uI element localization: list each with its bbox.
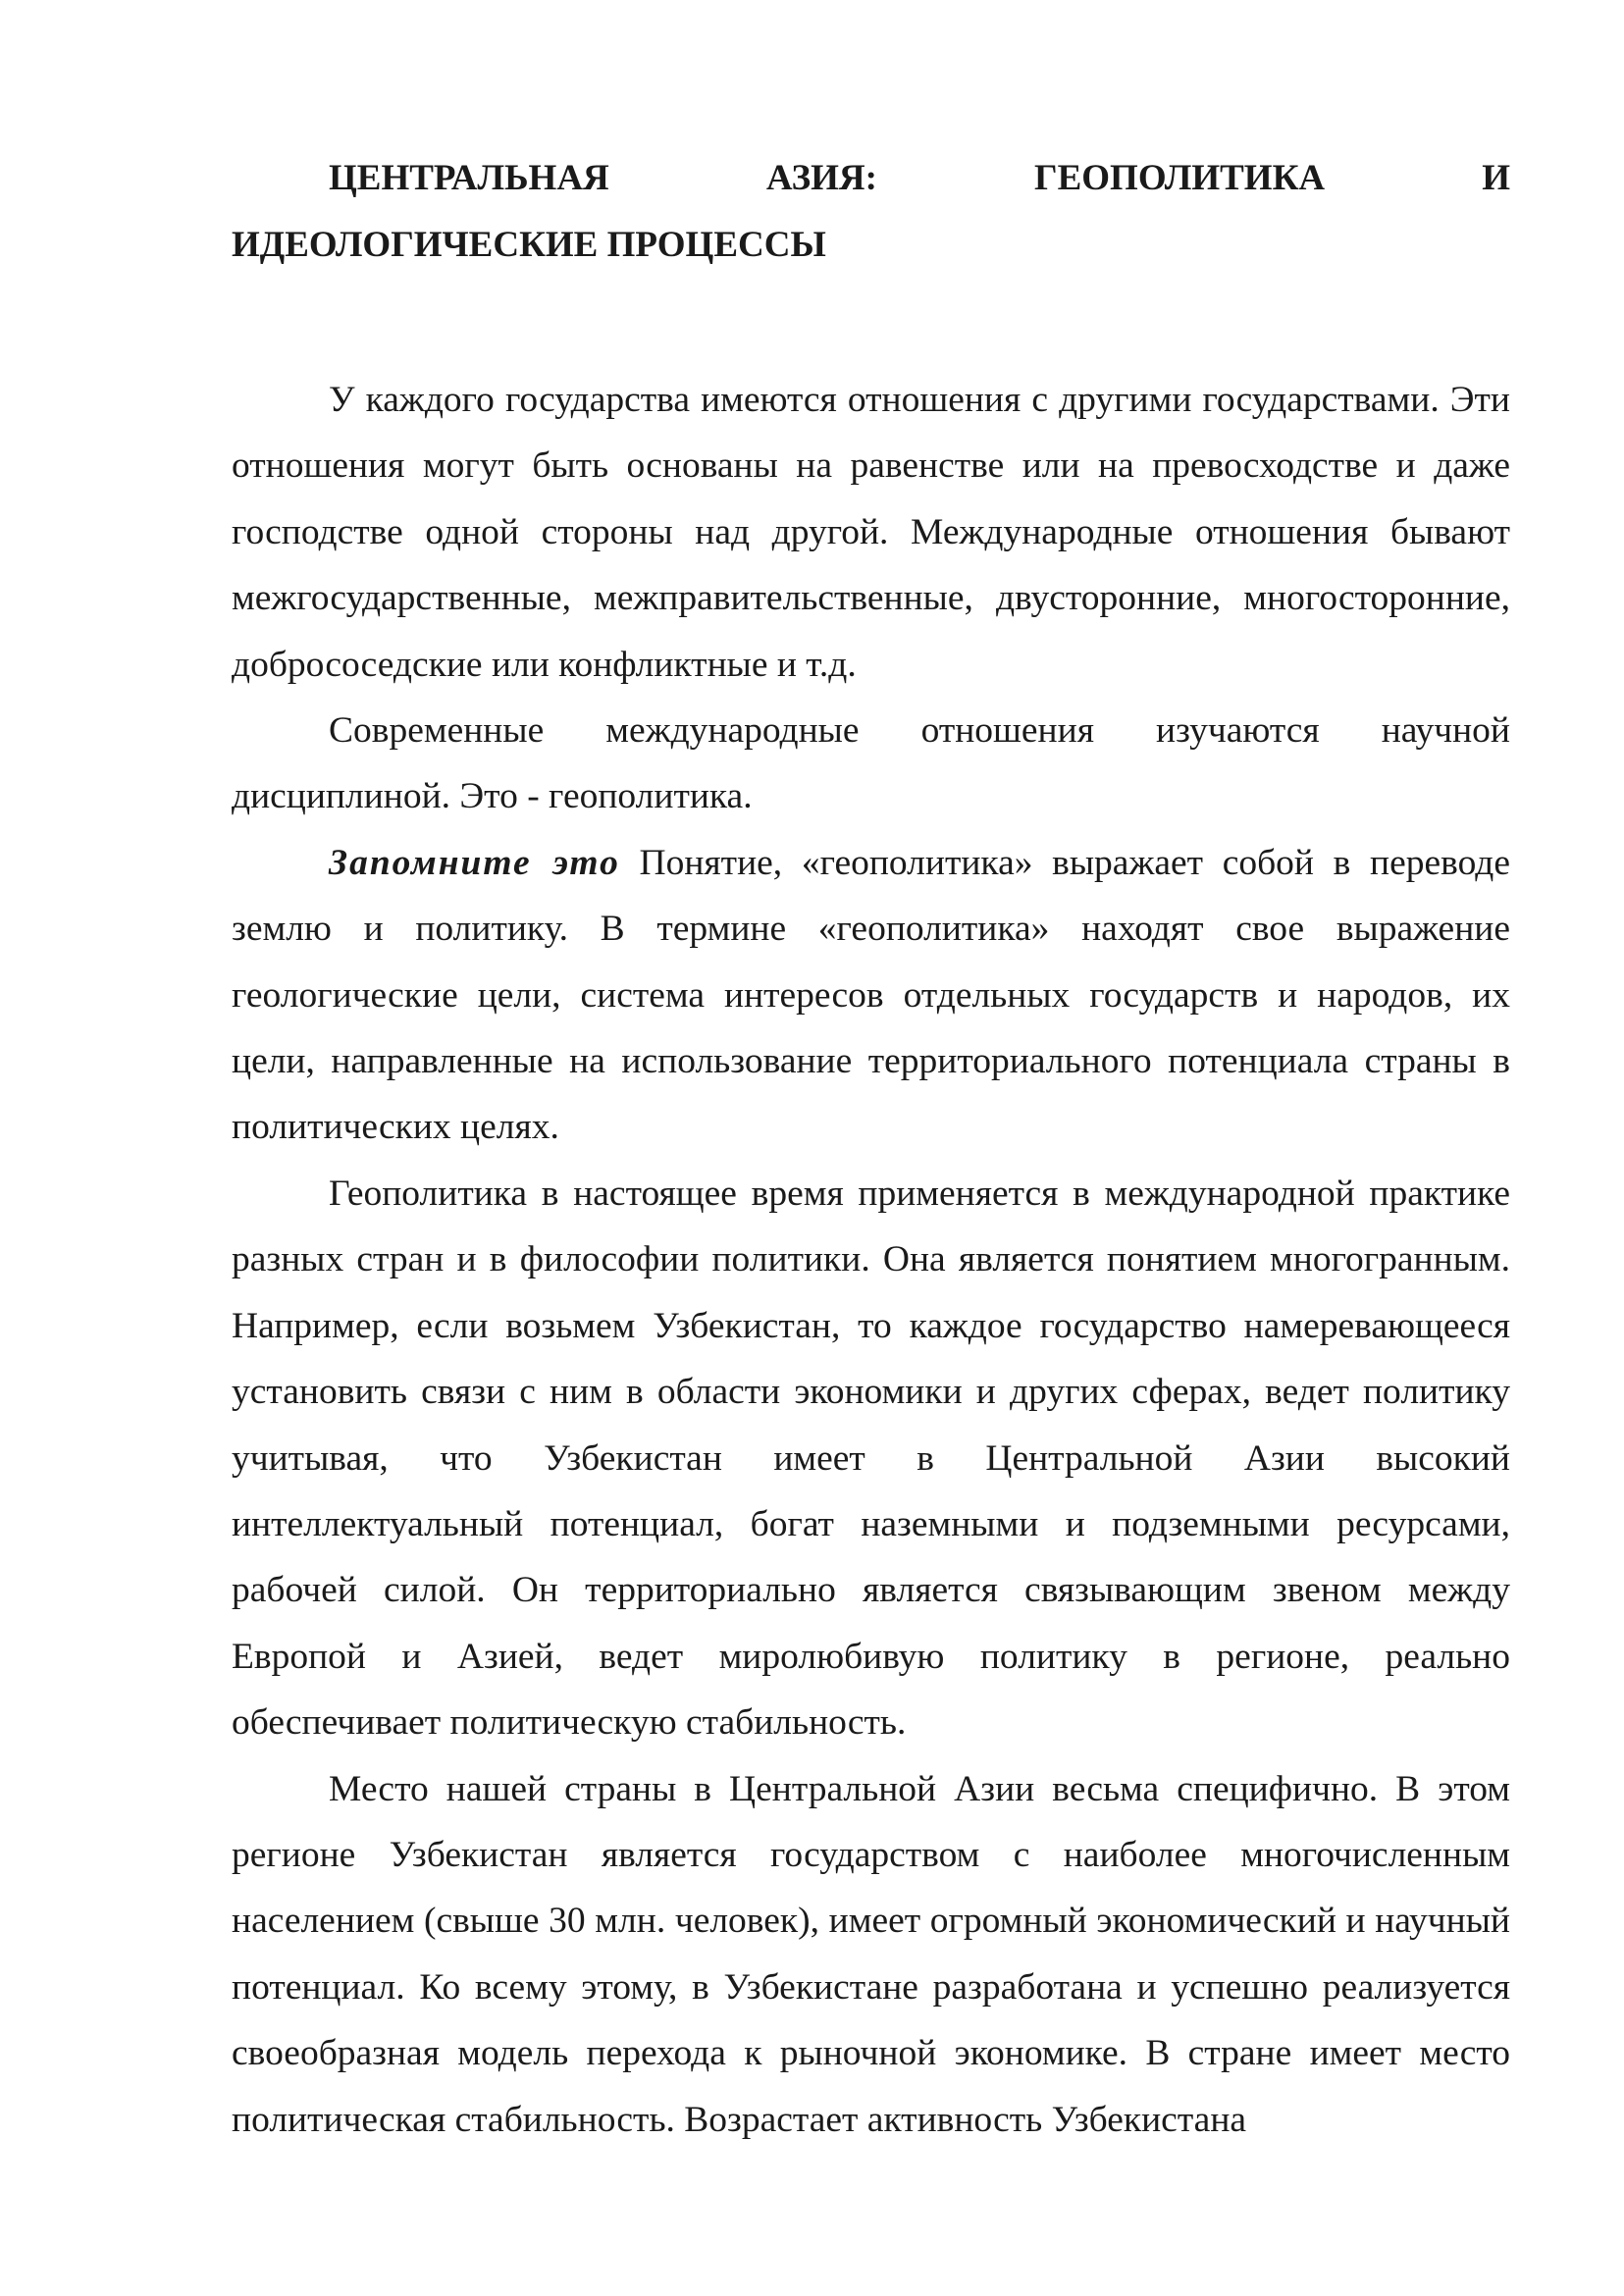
title-word: АЗИЯ:: [765, 158, 877, 198]
paragraph-text: Место нашей страны в Центральной Азии весьма специфично. В этом регионе Узбекистан является государством с наиболее многочисленным населением (свыше 30 млн. человек), имеет огромный экономический и научный потенциал. Ко всему этому, в Узбекистане разработана и успешно реализуется своеобразная модель перехода к рыночной экономике. В стране имеет место политическая стабильность. Возрастает активность Узбекистана: [232, 1768, 1510, 2140]
title-line-2: ИДЕОЛОГИЧЕСКИЕ ПРОЦЕССЫ: [232, 225, 826, 265]
document-content: [232, 145, 1510, 2153]
remember-this-lead: Запомните это: [329, 842, 620, 883]
document-title: [232, 145, 1510, 279]
title-line-1: [232, 145, 1510, 212]
title-word: ЦЕНТРАЛЬНАЯ: [329, 158, 609, 198]
title-word: ГЕОПОЛИТИКА: [1034, 158, 1326, 198]
paragraph-text: Геополитика в настоящее время применяется в международной практике разных стран и в философии политики. Она является понятием многогранным. Например, если возьмем Узбекистан, то каждое государство намеревающееся установить связи с ним в области экономики и других сферах, ведет политику учитывая, что Узбекистан имеет в Центральной Азии высокий интеллектуальный потенциал, богат наземными и подземными ресурсами, рабочей силой. Он территориально является связывающим звеном между Европой и Азией, ведет миролюбивую политику в регионе, реально обеспечивает политическую стабильность.: [232, 1173, 1510, 1744]
paragraph-text: Современные международные отношения изучаются научной дисциплиной. Это - геополитика.: [232, 710, 1510, 817]
paragraph: [232, 830, 1510, 1161]
document-body: [232, 367, 1510, 2153]
paragraph-text: Понятие, «геополитика» выражает собой в переводе землю и политику. В термине «геополитика» находят свое выражение геологические цели, система интересов отдельных государств и народов, их цели, направленные на использование территориального потенциала страны в политических целях.: [232, 842, 1510, 1148]
paragraph: [232, 698, 1510, 830]
paragraph-text: У каждого государства имеются отношения с другими государствами. Эти отношения могут быть основаны на равенстве или на превосходстве и даже господстве одной стороны над другой. Международные отношения бывают межгосударственные, межправительственные, двусторонние, многосторонние, добрососедские или конфликтные и т.д.: [232, 380, 1510, 685]
paragraph: [232, 1161, 1510, 1756]
paragraph: [232, 1756, 1510, 2153]
paragraph: [232, 367, 1510, 698]
title-word: И: [1482, 158, 1510, 198]
